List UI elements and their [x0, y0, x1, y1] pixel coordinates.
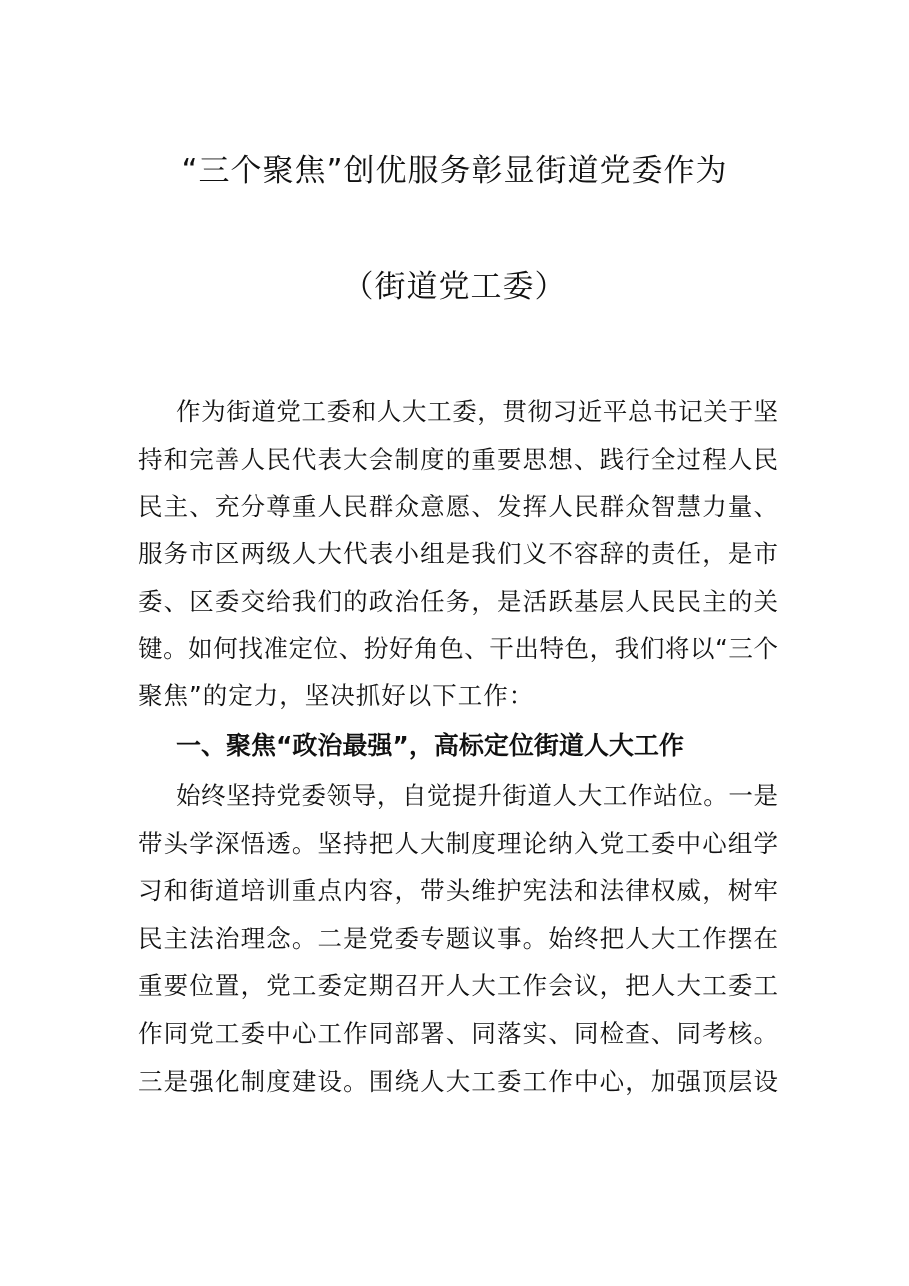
paragraph-line: 民主、充分尊重人民群众意愿、发挥人民群众智慧力量、 [138, 492, 778, 521]
paragraph-line: 始终坚持党委领导，自觉提升街道人大工作站位。一是 [176, 781, 778, 810]
section-heading: 一、聚焦“政治最强”，高标定位街道人大工作 [176, 731, 684, 760]
paragraph-line: 带头学深悟透。坚持把人大制度理论纳入党工委中心组学 [138, 829, 778, 858]
document-subtitle: （街道党工委） [342, 269, 567, 305]
paragraph-line: 作同党工委中心工作同部署、同落实、同检查、同考核。 [138, 1019, 778, 1048]
paragraph-line: 重要位置，党工委定期召开人大工作会议，把人大工委工 [138, 971, 778, 1000]
paragraph-line: 三是强化制度建设。围绕人大工委工作中心，加强顶层设 [138, 1067, 778, 1096]
paragraph-line: 服务市区两级人大代表小组是我们义不容辞的责任，是市 [138, 539, 778, 568]
paragraph-line: 习和街道培训重点内容，带头维护宪法和法律权威，树牢 [138, 876, 778, 905]
paragraph-line: 委、区委交给我们的政治任务，是活跃基层人民民主的关 [138, 587, 778, 616]
document-title: “三个聚焦”创优服务彰显街道党委作为 [181, 153, 728, 189]
paragraph-line: 持和完善人民代表大会制度的重要思想、践行全过程人民 [138, 445, 778, 474]
paragraph-line: 民主法治理念。二是党委专题议事。始终把人大工作摆在 [138, 924, 778, 953]
paragraph-line: 聚焦”的定力，坚决抓好以下工作： [138, 681, 535, 710]
paragraph-line: 作为街道党工委和人大工委，贯彻习近平总书记关于坚 [176, 397, 778, 426]
paragraph-line: 键。如何找准定位、扮好角色、干出特色，我们将以“三个 [138, 634, 778, 663]
